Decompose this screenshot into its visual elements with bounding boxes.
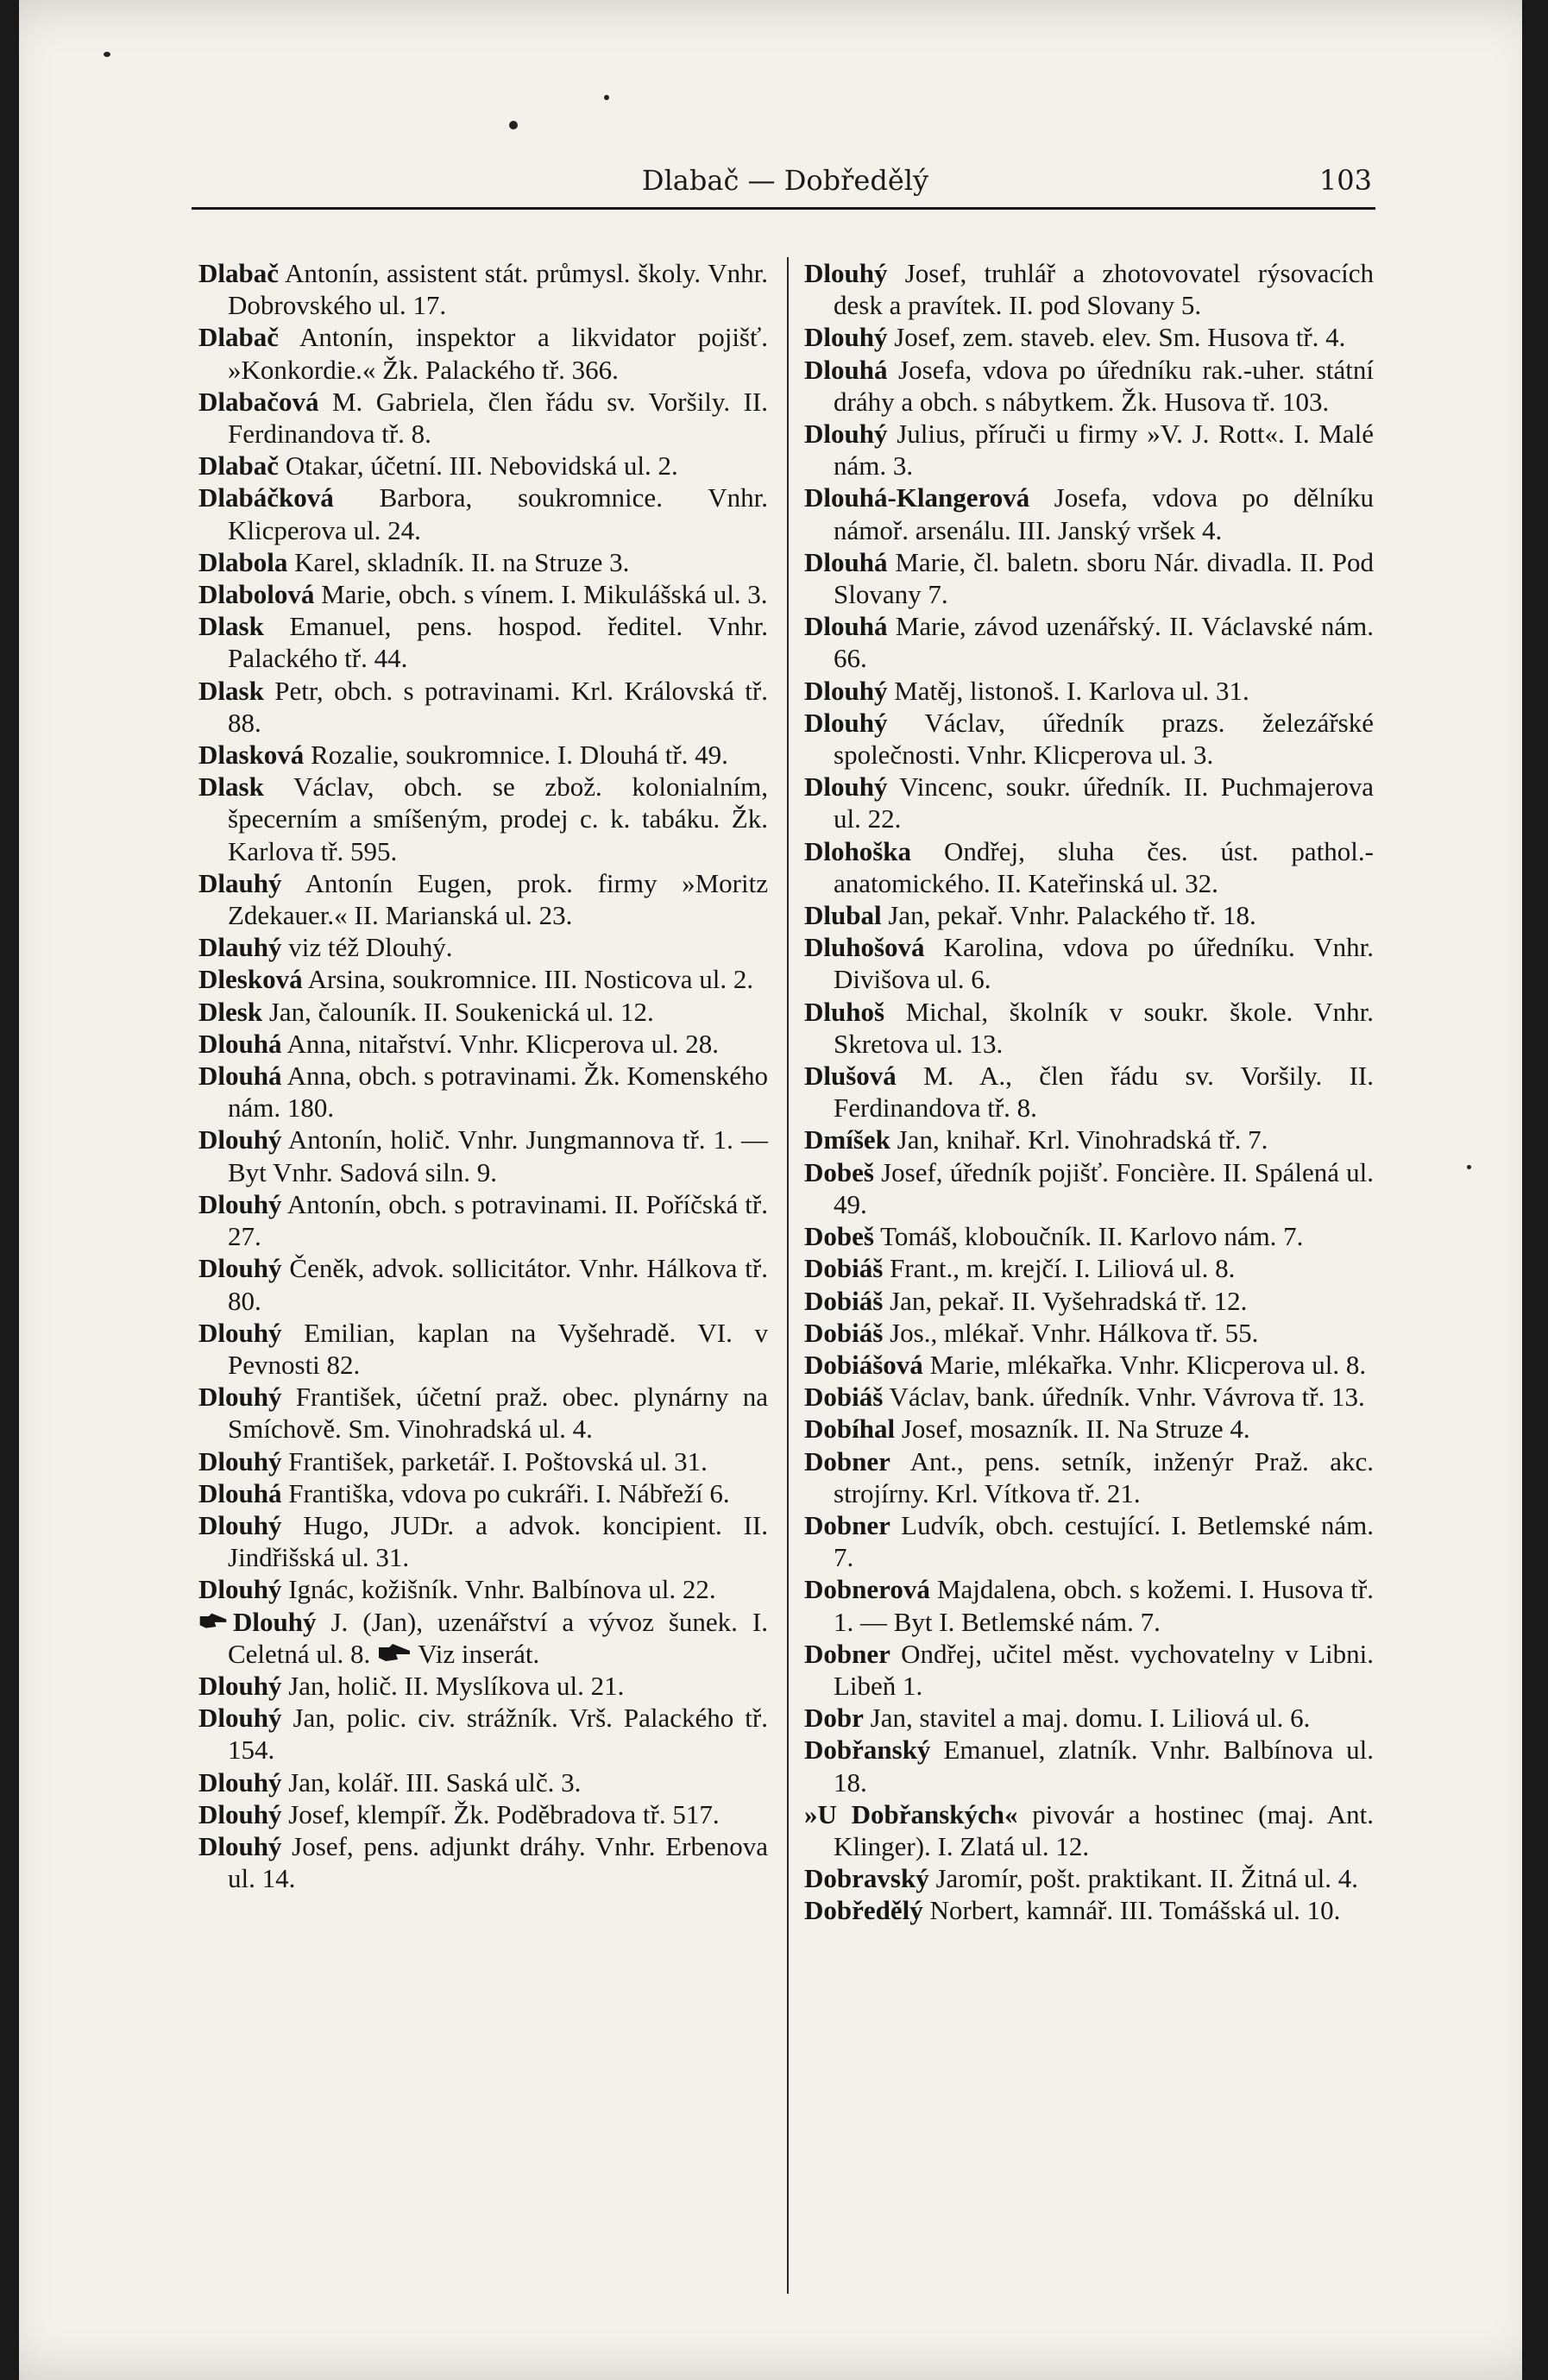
entry-surname: Dobiáš	[804, 1253, 884, 1284]
page-number: 103	[1318, 164, 1372, 197]
entry-details: J. (Jan), uzenářství a vývoz šunek. I. Celetná ul. 8.	[228, 1606, 768, 1669]
entry-surname: Dlouhý	[198, 1766, 282, 1798]
entry-details: Václav, bank. úředník. Vnhr. Vávrova tř. 13.	[883, 1382, 1365, 1413]
entry-surname: Dlouhá	[804, 611, 888, 642]
directory-entry	[804, 1381, 1374, 1413]
scan-speck	[509, 121, 518, 129]
directory-entry	[804, 707, 1374, 771]
entry-surname: Dlušová	[804, 1061, 897, 1092]
directory-entry	[804, 1509, 1374, 1573]
entry-details: František, účetní praž. obec. plynárny na Smíchově. Sm. Vinohradská ul. 4.	[228, 1382, 768, 1445]
entry-details: Emilian, kaplan na Vyšehradě. VI. v Pevnosti 82.	[228, 1317, 768, 1380]
entry-details: Marie, čl. baletn. sboru Nár. divadla. II. Pod Slovany 7.	[834, 546, 1374, 610]
entry-details: Marie, závod uzenářský. II. Václavské nám. 66.	[834, 611, 1374, 674]
entry-surname: Dmíšek	[804, 1124, 890, 1155]
directory-entry	[804, 321, 1374, 353]
entry-surname: Dobner	[804, 1509, 890, 1540]
entry-details: Jan, pekař. II. Vyšehradská tř. 12.	[883, 1285, 1248, 1316]
directory-entry	[198, 321, 768, 385]
entry-surname: Dobravský	[804, 1863, 929, 1894]
entry-details: Josefa, vdova po dělníku námoř. arsenálu. III. Janský vršek 4.	[834, 482, 1374, 545]
entry-details: Barbora, soukromnice. Vnhr. Klicperova ul. 24.	[228, 482, 768, 545]
entry-surname: Dlohoška	[804, 835, 912, 866]
directory-entry	[804, 1060, 1374, 1124]
directory-entry	[804, 835, 1374, 899]
directory-entry	[804, 1413, 1374, 1445]
directory-entry	[198, 450, 768, 482]
entry-surname: Dobner	[804, 1638, 890, 1669]
entry-surname: Dlabolová	[198, 579, 315, 610]
directory-entry	[198, 1381, 768, 1445]
entry-details: Josefa, vdova po úředníku rak.-uher. státní dráhy a obch. s nábytkem. Žk. Husova tř. 103.	[834, 354, 1374, 417]
entry-details: Jan, pekař. Vnhr. Palackého tř. 18.	[881, 900, 1256, 931]
entry-surname: Dlouhá-Klangerová	[804, 482, 1030, 513]
entry-surname: Dlouhý	[198, 1798, 282, 1829]
entry-surname: Dlouhý	[198, 1317, 282, 1348]
directory-entry	[804, 996, 1374, 1060]
entry-surname: »U Dobřanských«	[804, 1798, 1018, 1829]
entry-surname: Dobeš	[804, 1156, 874, 1187]
directory-entry	[198, 1124, 768, 1187]
directory-entry	[804, 1702, 1374, 1734]
directory-entry	[804, 931, 1374, 995]
pointing-hand-icon	[198, 1609, 228, 1634]
entry-surname: Dluhoš	[804, 996, 885, 1027]
directory-entry	[804, 771, 1374, 834]
entry-surname: Dlouhá	[804, 546, 888, 577]
directory-entry	[804, 1734, 1374, 1798]
directory-entry	[804, 354, 1374, 418]
entry-surname: Dlouhý	[804, 771, 888, 803]
entry-details: Frant., m. krejčí. I. Liliová ul. 8.	[883, 1253, 1236, 1284]
entry-details: Ondřej, učitel měst. vychovatelny v Libni. Libeň 1.	[834, 1638, 1374, 1701]
entry-details: Matěj, listonoš. I. Karlova ul. 31.	[887, 675, 1249, 706]
directory-entry	[198, 1188, 768, 1252]
entry-details: Majdalena, obch. s kožemi. I. Husova tř. 1. — Byt I. Betlemské nám. 7.	[834, 1574, 1374, 1637]
directory-entry	[804, 1894, 1374, 1926]
entry-details: Rozalie, soukromnice. I. Dlouhá tř. 49.	[304, 740, 728, 771]
entry-details: Josef, mosazník. II. Na Struze 4.	[895, 1414, 1250, 1445]
header-rule	[192, 207, 1375, 210]
directory-entry	[804, 546, 1374, 610]
directory-entry	[198, 1766, 768, 1798]
column-divider	[787, 257, 789, 2294]
entry-surname: Dlabačová	[198, 386, 319, 417]
entry-details: Antonín, holič. Vnhr. Jungmannova tř. 1. — Byt Vnhr. Sadová siln. 9.	[228, 1124, 768, 1187]
entry-surname: Dlouhý	[804, 258, 888, 288]
directory-entry	[198, 1509, 768, 1573]
entry-details: Anna, nitařství. Vnhr. Klicperova ul. 28.	[281, 1028, 720, 1059]
entry-details: Emanuel, zlatník. Vnhr. Balbínova ul. 18.	[834, 1735, 1374, 1798]
directory-entry	[804, 610, 1374, 674]
directory-entry	[198, 386, 768, 450]
entry-details: Michal, školník v soukr. škole. Vnhr. Skretova ul. 13.	[834, 996, 1374, 1059]
entry-details: Čeněk, advok. sollicitátor. Vnhr. Hálkova tř. 80.	[228, 1253, 768, 1316]
entry-details: Hugo, JUDr. a advok. koncipient. II. Jindřišská ul. 31.	[228, 1509, 768, 1573]
entry-surname: Dlesková	[198, 964, 303, 995]
entry-details: Josef, pens. adjunkt dráhy. Vnhr. Erbenova ul. 14.	[228, 1830, 768, 1894]
entry-surname: Dlouhý	[804, 419, 888, 450]
entry-surname: Dlabáčková	[198, 482, 334, 513]
entry-details: Ondřej, sluha čes. úst. pathol.-anatomického. II. Kateřinská ul. 32.	[834, 835, 1374, 898]
directory-entry	[804, 1220, 1374, 1252]
directory-entry	[198, 1830, 768, 1894]
entry-surname: Dlask	[198, 611, 264, 642]
entry-surname: Dobiášová	[804, 1349, 923, 1380]
entry-details: Emanuel, pens. hospod. ředitel. Vnhr. Palackého tř. 44.	[228, 611, 768, 674]
entry-surname: Dlabač	[198, 450, 279, 482]
entry-details: Vincenc, soukr. úředník. II. Puchmajerova ul. 22.	[834, 771, 1374, 834]
entry-details: Arsina, soukromnice. III. Nosticova ul. 2.	[302, 964, 754, 995]
directory-entry	[804, 675, 1374, 707]
directory-entry	[804, 1317, 1374, 1349]
scan-edge-left	[0, 0, 19, 2380]
directory-entry	[804, 1638, 1374, 1702]
entry-details: M. Gabriela, člen řádu sv. Voršily. II. Ferdinandova tř. 8.	[228, 386, 768, 450]
entry-surname: Dlouhý	[198, 1188, 282, 1219]
directory-entry	[804, 418, 1374, 482]
entry-surname: Dlouhá	[804, 354, 888, 385]
entry-details: František, parketář. I. Poštovská ul. 31.	[281, 1445, 708, 1476]
scan-speck	[604, 95, 609, 100]
directory-entry	[198, 610, 768, 674]
entry-surname: Dlouhý	[198, 1382, 282, 1413]
entry-surname: Dlouhý	[198, 1670, 282, 1701]
entry-details: Petr, obch. s potravinami. Krl. Královská tř. 88.	[228, 675, 768, 738]
directory-entry	[198, 1573, 768, 1605]
entry-ad-reference: Viz inserát.	[412, 1638, 540, 1669]
entry-details: Josef, truhlář a zhotovovatel rýsovacích desk a pravítek. II. pod Slovany 5.	[834, 258, 1374, 321]
scan-speck	[1467, 1165, 1471, 1169]
entry-surname: Dobiáš	[804, 1285, 884, 1316]
right-column	[804, 257, 1374, 1927]
entry-details: Františka, vdova po cukráři. I. Nábřeží 6.	[281, 1477, 730, 1508]
entry-details: Václav, úředník prazs. železářské společnosti. Vnhr. Klicperova ul. 3.	[834, 707, 1374, 771]
directory-entry	[198, 675, 768, 739]
directory-entry	[198, 996, 768, 1028]
entry-details: Otakar, účetní. III. Nebovidská ul. 2.	[279, 450, 678, 482]
directory-entry	[198, 963, 768, 995]
entry-details: Josef, úředník pojišť. Foncière. II. Spálená ul. 49.	[834, 1156, 1374, 1219]
directory-entry	[198, 1477, 768, 1509]
entry-surname: Dlouhá	[198, 1028, 282, 1059]
entry-surname: Dobnerová	[804, 1574, 930, 1605]
entry-details: Karel, skladník. II. na Struze 3.	[287, 546, 630, 577]
directory-entry	[198, 1670, 768, 1702]
entry-surname: Dlask	[198, 675, 264, 706]
directory-entry	[804, 257, 1374, 321]
entry-surname: Dlauhý	[198, 867, 282, 898]
entry-surname: Dlouhý	[198, 1509, 282, 1540]
entry-surname: Dlouhý	[804, 322, 888, 353]
entry-surname: Dlask	[198, 771, 264, 803]
entry-surname: Dobr	[804, 1703, 864, 1734]
entry-surname: Dlasková	[198, 740, 305, 771]
entry-surname: Dluhošová	[804, 932, 925, 963]
directory-entry	[804, 1445, 1374, 1509]
entry-details: Antonín, obch. s potravinami. II. Poříčská tř. 27.	[228, 1188, 768, 1252]
entry-surname: Dlouhý	[198, 1574, 282, 1605]
entry-surname: Dlabač	[198, 322, 279, 353]
entry-surname: Dlouhý	[804, 707, 888, 738]
entry-surname: Dlouhý	[233, 1606, 317, 1637]
entry-details: pivovár a hostinec (maj. Ant. Klinger). I. Zlatá ul. 12.	[834, 1798, 1374, 1861]
entry-surname: Dlabola	[198, 546, 288, 577]
directory-entry	[198, 1028, 768, 1060]
entry-surname: Dlabač	[198, 258, 279, 288]
entry-surname: Dlouhá	[198, 1061, 282, 1092]
entry-surname: Dlouhý	[198, 1703, 282, 1734]
directory-entry	[198, 482, 768, 545]
entry-details: Jan, polic. civ. strážník. Vrš. Palackého tř. 154.	[228, 1703, 768, 1766]
entry-details: Ignác, kožišník. Vnhr. Balbínova ul. 22.	[281, 1574, 716, 1605]
entry-details: Jan, knihař. Krl. Vinohradská tř. 7.	[890, 1124, 1268, 1155]
entry-details: Antonín Eugen, prok. firmy »Moritz Zdekauer.« II. Marianská ul. 23.	[228, 867, 768, 931]
entry-surname: Dobředělý	[804, 1895, 923, 1926]
entry-surname: Dlouhý	[804, 675, 888, 706]
entry-surname: Dlesk	[198, 996, 263, 1027]
directory-entry	[804, 1573, 1374, 1637]
entry-surname: Dobiáš	[804, 1317, 884, 1348]
scan-speck	[104, 52, 110, 57]
directory-entry	[198, 867, 768, 931]
entry-details: Jan, čalouník. II. Soukenická ul. 12.	[262, 996, 654, 1027]
page-title: Dlabač — Dobředělý	[641, 164, 929, 197]
directory-entry	[198, 771, 768, 867]
entry-details: Jan, holič. II. Myslíkova ul. 21.	[281, 1670, 625, 1701]
directory-entry	[198, 1702, 768, 1766]
entry-surname: Dobřanský	[804, 1735, 931, 1766]
entry-details: Ludvík, obch. cestující. I. Betlemské nám. 7.	[834, 1509, 1374, 1573]
entry-details: Jan, kolář. III. Saská ulč. 3.	[281, 1766, 582, 1798]
directory-entry	[804, 1156, 1374, 1220]
entry-details: Julius, příruči u firmy »V. J. Rott«. I. Malé nám. 3.	[834, 419, 1374, 482]
entry-surname: Dlouhý	[198, 1445, 282, 1476]
entry-surname: Dobner	[804, 1445, 890, 1476]
directory-entry	[804, 1798, 1374, 1862]
directory-entry	[198, 931, 768, 963]
entry-details: Jos., mlékař. Vnhr. Hálkova tř. 55.	[883, 1317, 1259, 1348]
left-column	[198, 257, 768, 1894]
directory-entry	[198, 257, 768, 321]
entry-details: M. A., člen řádu sv. Voršily. II. Ferdinandova tř. 8.	[834, 1061, 1374, 1124]
entry-details: Josef, klempíř. Žk. Poděbradova tř. 517.	[281, 1798, 720, 1829]
entry-details: Antonín, assistent stát. průmysl. školy. Vnhr. Dobrovského ul. 17.	[228, 258, 768, 321]
directory-entry	[804, 1862, 1374, 1894]
directory-entry	[198, 1317, 768, 1381]
directory-entry	[804, 1349, 1374, 1381]
scan-edge-right	[1522, 0, 1548, 2380]
entry-details: Jaromír, pošt. praktikant. II. Žitná ul. 4.	[928, 1863, 1358, 1894]
entry-details: Tomáš, kloboučník. II. Karlovo nám. 7.	[873, 1221, 1304, 1252]
entry-details: Ant., pens. setník, inženýr Praž. akc. strojírny. Krl. Vítkova tř. 21.	[834, 1445, 1374, 1508]
entry-details: Marie, mlékařka. Vnhr. Klicperova ul. 8.	[922, 1349, 1367, 1380]
entry-surname: Dlauhý	[198, 932, 282, 963]
directory-entry	[198, 1252, 768, 1316]
entry-surname: Dlouhá	[198, 1477, 282, 1508]
entry-details: Anna, obch. s potravinami. Žk. Komenského nám. 180.	[228, 1061, 768, 1124]
entry-surname: Dobíhal	[804, 1414, 896, 1445]
directory-entry	[198, 1060, 768, 1124]
entry-details: Marie, obch. s vínem. I. Mikulášská ul. 3.	[314, 579, 768, 610]
entry-details: Norbert, kamnář. III. Tomášská ul. 10.	[922, 1895, 1341, 1926]
directory-entry	[804, 1285, 1374, 1317]
entry-surname: Dlouhý	[198, 1124, 282, 1155]
directory-entry	[804, 1124, 1374, 1155]
directory-entry	[804, 482, 1374, 545]
entry-details: Karolina, vdova po úředníku. Vnhr. Divišova ul. 6.	[834, 932, 1374, 995]
directory-entry	[198, 1445, 768, 1477]
entry-details: Antonín, inspektor a likvidator pojišť. »Konkordie.« Žk. Palackého tř. 366.	[228, 322, 768, 385]
entry-details: viz též Dlouhý.	[281, 932, 453, 963]
directory-entry	[198, 1606, 768, 1670]
directory-entry	[198, 546, 768, 578]
entry-details: Jan, stavitel a maj. domu. I. Liliová ul. 6.	[863, 1703, 1311, 1734]
pointing-hand-icon	[377, 1640, 412, 1666]
entry-surname: Dobiáš	[804, 1382, 884, 1413]
directory-entry	[804, 899, 1374, 931]
entry-surname: Dlubal	[804, 900, 882, 931]
entry-surname: Dlouhý	[198, 1253, 282, 1284]
entry-surname: Dlouhý	[198, 1830, 282, 1861]
directory-entry	[804, 1252, 1374, 1284]
entry-details: Václav, obch. se zbož. kolonialním, špecerním a smíšeným, prodej c. k. tabáku. Žk. Karlova tř. 595.	[228, 771, 768, 866]
entry-surname: Dobeš	[804, 1221, 874, 1252]
directory-entry	[198, 578, 768, 610]
running-head	[198, 164, 1372, 207]
entry-details: Josef, zem. staveb. elev. Sm. Husova tř. 4.	[887, 322, 1346, 353]
directory-entry	[198, 739, 768, 771]
directory-entry	[198, 1798, 768, 1830]
